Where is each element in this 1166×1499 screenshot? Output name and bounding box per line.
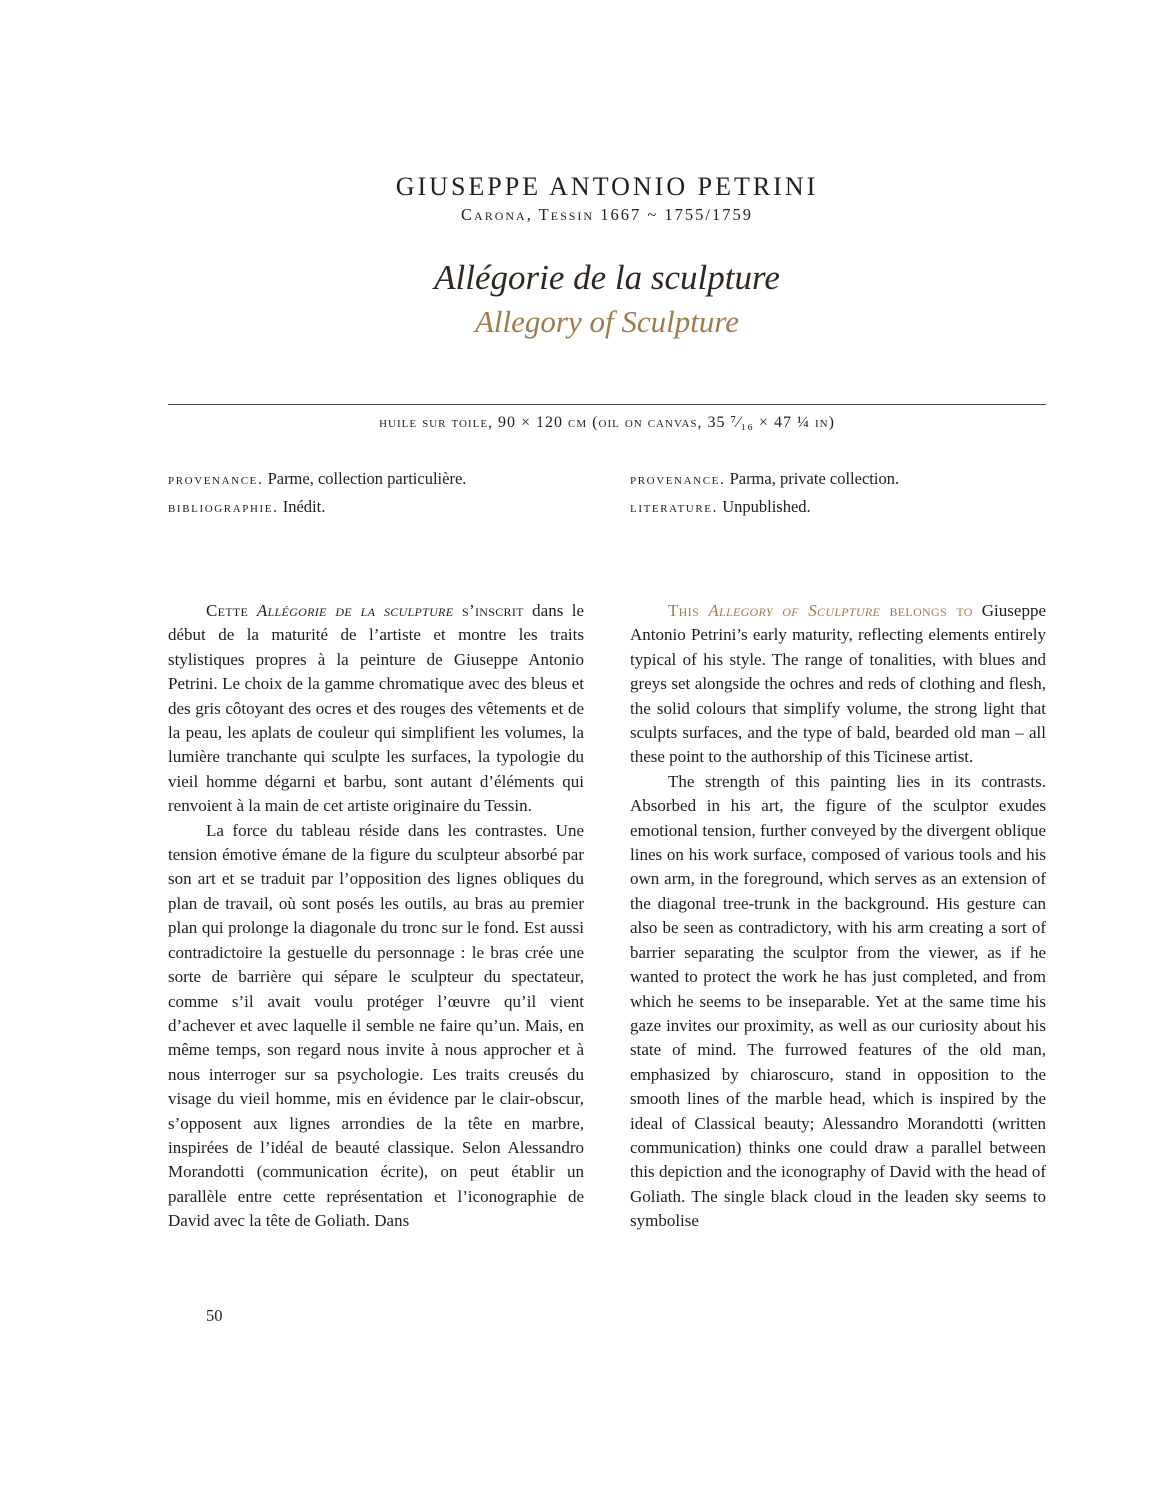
bibliography-value: Inédit. [282, 497, 326, 516]
lead-suffix: s’inscrit [453, 601, 524, 620]
artist-name: GIUSEPPE ANTONIO PETRINI [395, 172, 819, 201]
lead-in-french [206, 601, 524, 620]
provenance-value: Parme, collection particulière. [267, 469, 467, 488]
paragraph-english-2: The strength of this painting lies in its contrasts. Absorbed in his art, the figure of the sculptor exudes emotional tension, further conveyed by the divergent oblique lines on his work surface, composed of various tools and his own arm, in the foreground, which serves as an extension of the diagonal tree-trunk in the background. His gesture can also be seen as contradictory, with his arm creating a sort of barrier separating the sculptor from the viewer, as if he wanted to protect the work he has just completed, and from which he seems to be inseparable. Yet at the same time his gaze invites our proximity, as well as our curiosity about his state of mind. The furrowed features of the old man, emphasized by chiaroscuro, stand in opposition to the smooth lines of the marble head, which is inspired by the ideal of Classical beauty; Alessandro Morandotti (written communication) thinks one could draw a parallel between this depiction and the iconography of David with the head of Goliath. The single black cloud in the leaden sky seems to symbolise [630, 771, 1046, 1231]
column-french [168, 599, 584, 1234]
work-title-french: Allégorie de la sculpture [434, 258, 780, 297]
provenance-section [168, 465, 1046, 521]
provenance-label: provenance. [630, 471, 726, 488]
bibliography-row [168, 493, 584, 521]
lead-suffix: belongs to [880, 601, 973, 620]
lead-prefix: This [668, 601, 709, 620]
lead-in-english [668, 601, 973, 620]
literature-label: literature. [630, 499, 719, 516]
lead-work-title: Allegory of Sculpture [708, 601, 881, 620]
provenance-value: Parma, private collection. [729, 469, 900, 488]
column-english [630, 599, 1046, 1234]
entry-header [168, 0, 1046, 341]
paragraph-french-2: La force du tableau réside dans les contrastes. Une tension émotive émane de la figure du sculpteur absorbé par son art et se traduit par l’opposition des lignes obliques du plan de travail, où sont posés les outils, au bras au premier plan qui prolonge la diagonale du tronc sur le fond. Est aussi contradictoire la gestuelle du personnage : le bras crée une sorte de barrière qui sépare le sculpteur du spectateur, comme s’il avait voulu protéger l’œuvre qu’il vient d’achever et avec laquelle il semble ne faire qu’un. Mais, en même temps, son regard nous invite à nous approcher et à nous interroger sur sa psychologie. Les traits creusés du visage du vieil homme, mis en évidence par le clair-obscur, s’opposent aux lignes arrondies de la tête en marbre, inspirées de l’idéal de beauté classique. Selon Alessandro Morandotti (communication écrite), on peut établir un parallèle entre cette représentation et l’iconographie de David avec la tête de Goliath. Dans [168, 820, 584, 1231]
provenance-label: provenance. [168, 471, 264, 488]
divider-rule [168, 404, 1046, 405]
paragraph-english-1 [630, 599, 1046, 770]
artist-dates: Carona, Tessin 1667 ~ 1755/1759 [461, 205, 753, 224]
provenance-row [630, 465, 1046, 493]
page-content [168, 0, 1046, 1234]
provenance-row [168, 465, 584, 493]
bibliography-label: bibliographie. [168, 499, 279, 516]
work-title-english: Allegory of Sculpture [474, 304, 739, 339]
literature-value: Unpublished. [722, 497, 811, 516]
paragraph-text: Giuseppe Antonio Petrini’s early maturity, reflecting elements entirely typical of his style. The range of tonalities, with blues and greys set alongside the ochres and reds of clothing and flesh, the solid colours that simplify volume, the strong light that sculpts surfaces, and the type of bald, bearded old man – all these point to the authorship of this Ticinese artist. [630, 601, 1046, 767]
paragraph-text: dans le début de la maturité de l’artiste et montre les traits stylistiques propres à la peinture de Giuseppe Antonio Petrini. Le choix de la gamme chromatique avec des bleus et des gris côtoyant des ocres et des rouges des vêtements et de la peau, les aplats de couleur qui simplifient les volumes, la lumière tranchante qui sculpte les surfaces, la typologie du vieil homme dégarni et barbu, sont autant d’éléments qui renvoient à la main de cet artiste originaire du Tessin. [168, 601, 584, 816]
paragraph-french-1 [168, 599, 584, 819]
page-number: 50 [206, 1306, 223, 1325]
lead-prefix: Cette [206, 601, 257, 620]
provenance-column-french [168, 465, 584, 521]
literature-row [630, 493, 1046, 521]
lead-work-title: Allégorie de la sculpture [256, 601, 454, 620]
provenance-column-english [630, 465, 1046, 521]
body-text [168, 599, 1046, 1234]
medium-dimensions-line: huile sur toile, 90 × 120 cm (oil on canvas, 35 ⁷⁄₁₆ × 47 ¼ in) [379, 414, 835, 431]
